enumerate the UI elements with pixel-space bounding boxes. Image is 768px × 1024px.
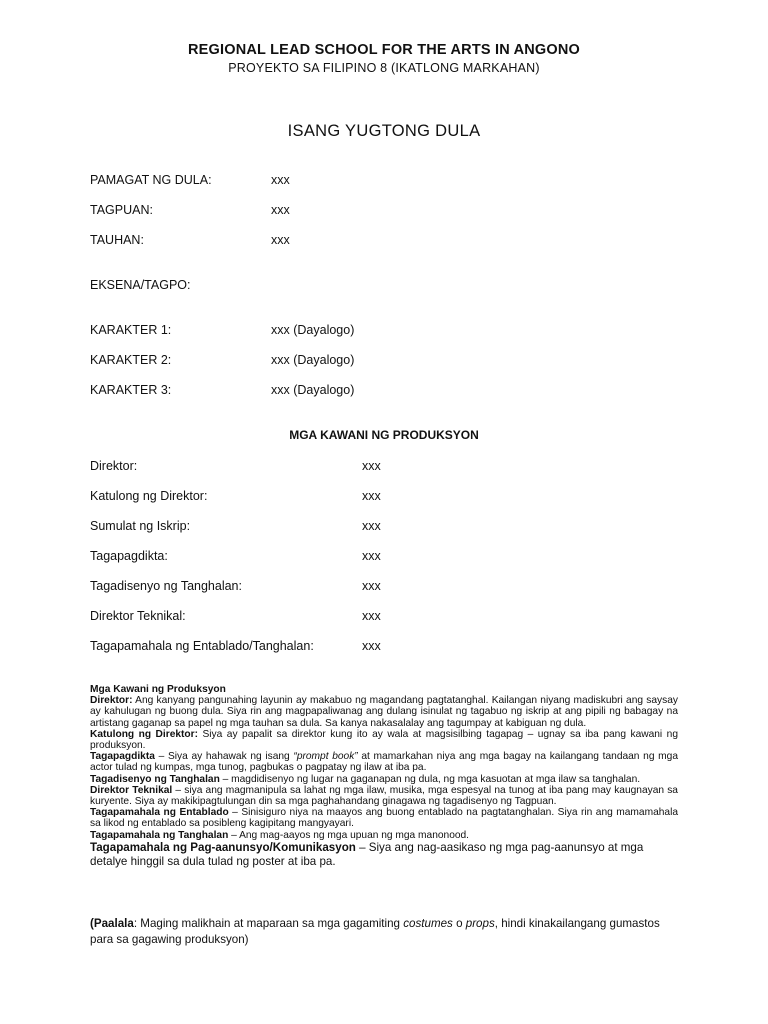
- notes-heading: Mga Kawani ng Produksyon: [90, 684, 226, 695]
- staff-label-tagapamahala: Tagapamahala ng Entablado/Tanghalan:: [90, 639, 314, 653]
- field-value-pamagat: xxx: [271, 173, 290, 187]
- field-label-tagpuan: TAGPUAN:: [90, 203, 153, 217]
- staff-value-tagadisenyo: xxx: [362, 579, 381, 593]
- note-tagapamahala-tanghalan: Tagapamahala ng Tanghalan – Ang mag-aayos ng mga upuan ng mga manonood.: [90, 829, 470, 841]
- staff-value-sumulat: xxx: [362, 519, 381, 533]
- character-label-2: KARAKTER 2:: [90, 353, 172, 367]
- field-label-pamagat: PAMAGAT NG DULA:: [90, 173, 212, 187]
- character-value-3: xxx (Dayalogo): [271, 383, 355, 397]
- staff-label-tagadisenyo: Tagadisenyo ng Tanghalan:: [90, 579, 242, 593]
- character-label-1: KARAKTER 1:: [90, 323, 172, 337]
- staff-value-katulong: xxx: [362, 489, 381, 503]
- note-tagadisenyo: Tagadisenyo ng Tanghalan – magdidisenyo ng lugar na gaganapan ng dula, ng mga kasuotan at mga ilaw sa tanghalan.: [90, 773, 641, 785]
- note-direktor-teknikal: Direktor Teknikal – siya ang magmanipula sa lahat ng mga ilaw, musika, mga espesyal na tunog at iba pang may kaugnayan sa kuryente. Siya ay makikipagtulungan din sa mga paghahandang ginagawa ng tagadisenyo ng Tagpuan.: [90, 784, 678, 808]
- school-name: REGIONAL LEAD SCHOOL FOR THE ARTS IN ANGONO: [187, 42, 581, 58]
- staff-value-direktor-teknikal: xxx: [362, 609, 381, 623]
- staff-heading: MGA KAWANI NG PRODUKSYON: [289, 428, 479, 442]
- note-katulong: Katulong ng Direktor: Siya ay papalit sa direktor kung ito ay wala at magsisilbing tagapag – ugnay sa iba pang kawani ng produksyon.: [90, 728, 678, 752]
- character-label-3: KARAKTER 3:: [90, 383, 172, 397]
- document-title: ISANG YUGTONG DULA: [287, 122, 481, 140]
- staff-value-tagapamahala: xxx: [362, 639, 381, 653]
- staff-label-direktor: Direktor:: [90, 459, 138, 473]
- staff-label-tagapagdikta: Tagapagdikta:: [90, 549, 168, 563]
- scene-label: EKSENA/TAGPO:: [90, 278, 191, 292]
- character-value-2: xxx (Dayalogo): [271, 353, 355, 367]
- field-value-tagpuan: xxx: [271, 203, 290, 217]
- note-tagapamahala-entablado: Tagapamahala ng Entablado – Sinisiguro niya na maayos ang buong entablado na pagtatanghalan. Siya rin ang mamamahala sa likod ng entablado sa posibleng kagipitang mangyayari.: [90, 807, 678, 830]
- field-value-tauhan: xxx: [271, 233, 290, 247]
- staff-value-tagapagdikta: xxx: [362, 549, 381, 563]
- field-label-tauhan: TAUHAN:: [90, 233, 144, 247]
- staff-descriptions: [90, 684, 678, 869]
- character-value-1: xxx (Dayalogo): [271, 323, 355, 337]
- staff-label-direktor-teknikal: Direktor Teknikal:: [90, 609, 186, 623]
- reminder-note: (Paalala: Maging malikhain at maparaan sa mga gagamiting costumes o props, hindi kinakailangang gumastos para sa gagawing produksyon): [90, 917, 660, 946]
- staff-value-direktor: xxx: [362, 459, 381, 473]
- note-tagapagdikta: Tagapagdikta – Siya ay hahawak ng isang “prompt book” at mamarkahan niya ang mga bagay na kailangang tandaan ng mga actor tulad ng kumpas, mga tunog, pagbukas o pagpatay ng ilaw at iba pa.: [90, 751, 678, 774]
- project-subtitle: PROYEKTO SA FILIPINO 8 (IKATLONG MARKAHAN): [228, 61, 540, 75]
- note-direktor: Direktor: Ang kanyang pangunahing layunin ay makabuo ng magandang pagtatanghal. Kailangan niyang madiskubri ang saysay ay kahulugan ng buong dula. Siya rin ang magpapaliwanag ang dulang isinulat ng tagabuo ng iskrip at ang pipili ng babagay na artistang gaganap sa papel ng mga tauhan sa dula. Sa kanya nakasalalay ang tagumpay at kabiguan ng dula.: [90, 695, 678, 729]
- note-tagapamahala-anunsyo: Tagapamahala ng Pag-aanunsyo/Komunikasyon – Siya ang nag-aasikaso ng mga pag-aanunsyo at mga detalye hinggil sa dula tulad ng poster at iba pa.: [90, 840, 644, 868]
- staff-label-katulong: Katulong ng Direktor:: [90, 489, 208, 503]
- staff-label-sumulat: Sumulat ng Iskrip:: [90, 519, 191, 533]
